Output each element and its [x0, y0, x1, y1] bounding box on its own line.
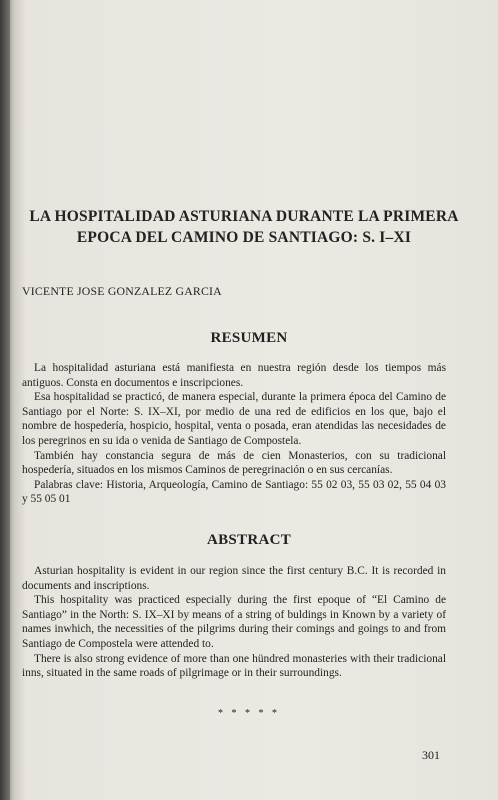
- abstract-paragraph: This hospitality was practiced especially during the first epoque of “El Camino de Santiago” in the North: S. IX–XI by means of a string of buldings in Known by a variety of names inwhich, the necessities of the pilgrims during their comings and goings to and from Santiago de Compostela were attended to.: [22, 594, 446, 650]
- resumen-paragraph: También hay constancia segura de más de cien Monasterios, con su tradicional hospedería, situados en los mismos Caminos de peregrinación o en sus cercanías.: [22, 449, 446, 477]
- page-number: 301: [422, 748, 440, 762]
- resumen-keywords: Palabras clave: Historia, Arqueología, Camino de Santiago: 55 02 03, 55 03 02, 55 04 03 y 55 05 01: [22, 478, 446, 506]
- section-separator: * * * * *: [218, 708, 280, 719]
- resumen-paragraph: Esa hospitalidad se practicó, de manera especial, durante la primera época del Camino de Santiago por el Norte: S. IX–XI, por medio de una red de edificios en los que, bajo el nombre de hospedería, hospicio, hospital, venta o posada, eran atendidas las necesidades de los peregrinos en su ida o venida de Santiago de Compostela.: [22, 391, 446, 447]
- abstract-body: [22, 564, 446, 681]
- title-line-2: EPOCA DEL CAMINO DE SANTIAGO: S. I–XI: [76, 229, 412, 246]
- book-spine-shadow: [0, 0, 10, 800]
- title-line-1: LA HOSPITALIDAD ASTURIANA DURANTE LA PRIMERA: [29, 208, 459, 225]
- resumen-body: [22, 361, 446, 507]
- author-name: VICENTE JOSE GONZALEZ GARCIA: [22, 284, 222, 298]
- abstract-paragraph: There is also strong evidence of more than one hündred monasteries with their tradicional inns, situated in the same roads of pilgrimage or in their surroundings.: [22, 652, 446, 680]
- article-title: [24, 206, 464, 248]
- abstract-paragraph: Asturian hospitality is evident in our region since the first century B.C. It is recorded in documents and inscriptions.: [22, 565, 446, 592]
- resumen-heading: RESUMEN: [210, 330, 288, 346]
- abstract-heading: ABSTRACT: [206, 532, 292, 548]
- resumen-paragraph: La hospitalidad asturiana está manifiesta en nuestra región desde los tiempos más antiguos. Consta en documentos e inscripciones.: [22, 362, 446, 389]
